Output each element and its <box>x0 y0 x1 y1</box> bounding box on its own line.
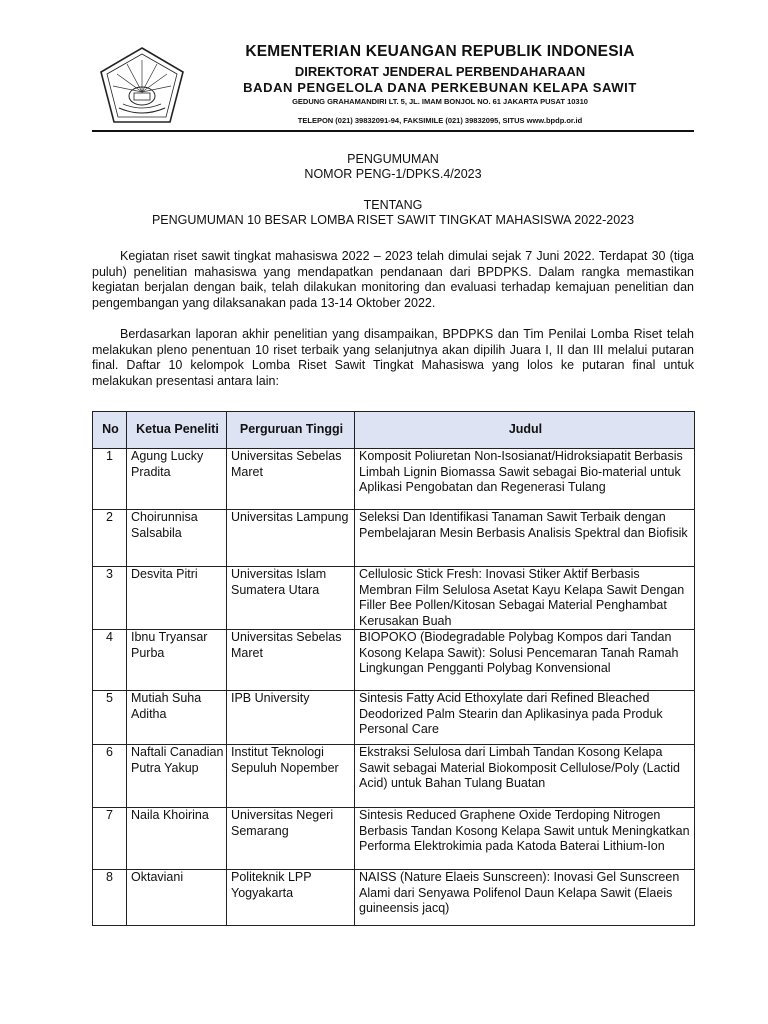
cell-perguruan-tinggi: Institut Teknologi Sepuluh Nopember <box>227 745 355 808</box>
cell-ketua: Mutiah Suha Aditha <box>127 691 227 745</box>
cell-perguruan-tinggi: IPB University <box>227 691 355 745</box>
document-type: PENGUMUMAN <box>347 152 439 166</box>
cell-judul: Cellulosic Stick Fresh: Inovasi Stiker Aktif Berbasis Membran Film Selulosa Asetat Kayu Kelapa Sawit Dengan Filler Bee Pollen/Kitosan Sebagai Material Penghambat Kerusakan Buah <box>355 567 695 630</box>
table-row <box>93 630 695 691</box>
finalists-table <box>92 411 695 926</box>
cell-perguruan-tinggi: Politeknik LPP Yogyakarta <box>227 870 355 926</box>
paragraph-2-text: Berdasarkan laporan akhir penelitian yang disampaikan, BPDPKS dan Tim Penilai Lomba Riset telah melakukan pleno penentuan 10 riset terbaik yang selanjutnya akan dipilih Juara I, II dan III melalui putaran final. Daftar 10 kelompok Lomba Riset Sawit Tingkat Mahasiswa yang lolos ke putaran final untuk melakukan presentasi antara lain: <box>92 327 694 388</box>
cell-no: 1 <box>93 449 127 510</box>
cell-judul: Ekstraksi Selulosa dari Limbah Tandan Kosong Kelapa Sawit sebagai Material Biokomposit Cellulose/Poly (Lactid Acid) untuk Bahan Tulang Buatan <box>355 745 695 808</box>
kemenkeu-emblem-icon <box>97 46 187 126</box>
cell-ketua: Choirunnisa Salsabila <box>127 510 227 567</box>
paragraph-1 <box>92 249 694 311</box>
table-header-row <box>93 412 695 449</box>
table-row <box>93 567 695 630</box>
cell-ketua: Naila Khoirina <box>127 808 227 870</box>
table-row <box>93 449 695 510</box>
table-row <box>93 745 695 808</box>
cell-judul: NAISS (Nature Elaeis Sunscreen): Inovasi Gel Sunscreen Alami dari Senyawa Polifenol Daun Kelapa Sawit (Elaeis guineensis jacq) <box>355 870 695 926</box>
header-ketua-peneliti: Ketua Peneliti <box>127 412 227 449</box>
agency-contact: TELEPON (021) 39832091-94, FAKSIMILE (021) 39832095, SITUS www.bpdp.or.id <box>297 116 583 125</box>
cell-judul: Seleksi Dan Identifikasi Tanaman Sawit Terbaik dengan Pembelajaran Mesin Berbasis Analisis Spektral dan Biofisik <box>355 510 695 567</box>
cell-no: 2 <box>93 510 127 567</box>
table-row <box>93 510 695 567</box>
cell-no: 4 <box>93 630 127 691</box>
document-subject: PENGUMUMAN 10 BESAR LOMBA RISET SAWIT TINGKAT MAHASISWA 2022-2023 <box>151 213 635 227</box>
cell-perguruan-tinggi: Universitas Lampung <box>227 510 355 567</box>
cell-no: 6 <box>93 745 127 808</box>
cell-no: 5 <box>93 691 127 745</box>
ministry-name: KEMENTERIAN KEUANGAN REPUBLIK INDONESIA <box>245 43 635 60</box>
cell-perguruan-tinggi: Universitas Negeri Semarang <box>227 808 355 870</box>
cell-judul: BIOPOKO (Biodegradable Polybag Kompos dari Tandan Kosong Kelapa Sawit): Solusi Pencemaran Tanah Ramah Lingkungan Pengganti Polybag Konvensional <box>355 630 695 691</box>
table-row <box>93 870 695 926</box>
agency-name: BADAN PENGELOLA DANA PERKEBUNAN KELAPA SAWIT <box>243 80 637 95</box>
cell-no: 7 <box>93 808 127 870</box>
header-no: No <box>93 412 127 449</box>
table-row <box>93 691 695 745</box>
cell-ketua: Naftali Canadian Putra Yakup <box>127 745 227 808</box>
agency-address: GEDUNG GRAHAMANDIRI LT. 5, JL. IMAM BONJOL NO. 61 JAKARTA PUSAT 10310 <box>292 97 588 106</box>
cell-ketua: Desvita Pitri <box>127 567 227 630</box>
cell-no: 3 <box>93 567 127 630</box>
directorate-name: DIREKTORAT JENDERAL PERBENDAHARAAN <box>294 64 586 79</box>
cell-perguruan-tinggi: Universitas Islam Sumatera Utara <box>227 567 355 630</box>
cell-judul: Komposit Poliuretan Non-Isosianat/Hidroksiapatit Berbasis Limbah Lignin Biomassa Sawit sebagai Bio-material untuk Aplikasi Pengobatan dan Regenerasi Tulang <box>355 449 695 510</box>
cell-judul: Sintesis Fatty Acid Ethoxylate dari Refined Bleached Deodorized Palm Stearin dan Aplikasinya pada Produk Personal Care <box>355 691 695 745</box>
paragraph-2 <box>92 327 694 389</box>
letterhead-divider <box>92 130 694 132</box>
cell-ketua: Agung Lucky Pradita <box>127 449 227 510</box>
cell-judul: Sintesis Reduced Graphene Oxide Terdoping Nitrogen Berbasis Tandan Kosong Kelapa Sawit untuk Meningkatkan Performa Elektrokimia pada Katoda Baterai Lithium-Ion <box>355 808 695 870</box>
paragraph-1-text: Kegiatan riset sawit tingkat mahasiswa 2022 – 2023 telah dimulai sejak 7 Juni 2022. Terdapat 30 (tiga puluh) penelitian mahasiswa yang mendapatkan pendanaan dari BPDPKS. Dalam rangka memastikan kegiatan berjalan dengan baik, telah dilakukan monitoring dan evaluasi terhadap kemajuan penelitian dan pengembangan yang dilaksanakan pada 13-14 Oktober 2022. <box>92 249 694 310</box>
cell-perguruan-tinggi: Universitas Sebelas Maret <box>227 630 355 691</box>
table-row <box>93 808 695 870</box>
cell-perguruan-tinggi: Universitas Sebelas Maret <box>227 449 355 510</box>
cell-ketua: Ibnu Tryansar Purba <box>127 630 227 691</box>
document-number: NOMOR PENG-1/DPKS.4/2023 <box>304 167 482 181</box>
cell-ketua: Oktaviani <box>127 870 227 926</box>
header-judul: Judul <box>355 412 695 449</box>
header-perguruan-tinggi: Perguruan Tinggi <box>227 412 355 449</box>
letterhead <box>190 42 690 126</box>
about-label: TENTANG <box>363 198 423 212</box>
cell-no: 8 <box>93 870 127 926</box>
